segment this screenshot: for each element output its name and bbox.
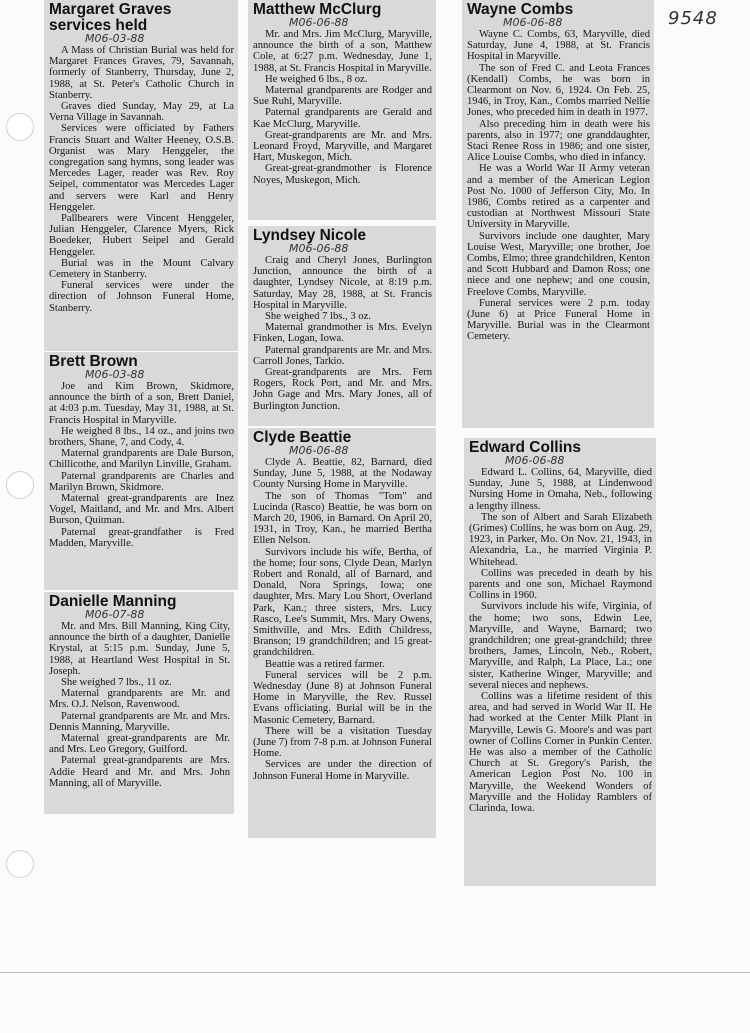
clipping-heading: Lyndsey Nicole <box>253 227 367 244</box>
binder-hole <box>6 850 34 878</box>
date-stamp: M06-03-88 <box>85 32 145 45</box>
clipping-paragraph: He weighed 8 lbs., 14 oz., and joins two brothers, Shane, 7, and Cody, 4. <box>49 425 234 449</box>
clipping-paragraph: Great-great-grandmother is Florence Noyes, Muskegon, Mich. <box>253 163 432 186</box>
clipping-paragraph: Great-grandparents are Mrs. Fern Rogers, Rock Port, and Mr. and Mrs. John Gage and Mrs. Mary Jones, all of Burlington Junction. <box>253 367 432 412</box>
clipping-paragraph: Wayne C. Combs, 63, Maryville, died Saturday, June 4, 1988, at St. Francis Hospital in Maryville. <box>467 29 650 63</box>
binder-hole <box>6 113 34 141</box>
clipping-paragraph: She weighed 7 lbs., 11 oz. <box>61 677 172 689</box>
clipping-edward-collins <box>464 438 656 886</box>
clipping-lyndsey-nicole <box>248 226 436 426</box>
binder-hole <box>6 471 34 499</box>
clipping-paragraph: Pallbearers were Vincent Henggeler, Julian Henggeler, Clarence Myers, Rick Boedeker, Hubert Seipel and Gerald Henggeler. <box>49 213 234 258</box>
clipping-paragraph: Paternal great-grandfather is Fred Madden, Maryville. <box>49 526 234 549</box>
clipping-paragraph: Joe and Kim Brown, Skidmore, announce the birth of a son, Brett Daniel, at 4:03 p.m. Tuesday, May 31, 1988, at St. Francis Hospital in Maryville. <box>49 381 234 426</box>
clipping-paragraph: She weighed 7 lbs., 3 oz. <box>265 311 371 323</box>
clipping-heading: Wayne Combs <box>467 1 574 18</box>
clipping-paragraph: Funeral services were under the direction of Johnson Funeral Home, Stanberry. <box>49 280 234 314</box>
clipping-paragraph: Clyde A. Beattie, 82, Barnard, died Sunday, June 5, 1988, at the Nodaway County Nursing Home in Maryville. <box>253 457 432 491</box>
clipping-paragraph: Services are under the direction of Johnson Funeral Home in Maryville. <box>253 759 432 782</box>
clipping-paragraph: The son of Fred C. and Leota Frances (Kendall) Combs, he was born in Clearmont on Nov. 6, 1924. On Feb. 25, 1946, in Troy, Kan., Combs married Nellie Jones, who preceded him in death in 1977. <box>467 62 650 119</box>
clipping-paragraph: Survivors include his wife, Bertha, of the home; four sons, Clyde Dean, Marlyn Robert and Ronald, all of Barnard, and Donald, Nora Springs, Iowa; one daughter, Mrs. Mary Lou Short, Overland Park, Kan.; three sisters, Mrs. Lucy Rasco, Lee's Summit, Mrs. Mary Owens, Smithville, and Mrs. Edith Childress, Branson; 19 grandchildren; and 15 great-grandchildren. <box>253 546 432 659</box>
clipping-heading: Brett Brown <box>49 353 138 370</box>
clipping-paragraph: Paternal grandparents are Mr. and Mrs. Carroll Jones, Tarkio. <box>253 344 432 367</box>
clipping-paragraph: Graves died Sunday, May 29, at La Verna Village in Savannah. <box>49 101 234 124</box>
clipping-paragraph: He weighed 6 lbs., 8 oz. <box>265 73 368 85</box>
clipping-paragraph: Maternal grandmother is Mrs. Evelyn Finken, Logan, Iowa. <box>253 322 432 345</box>
clipping-clyde-beattie <box>248 428 436 838</box>
clipping-paragraph: Mr. and Mrs. Jim McClurg, Maryville, announce the birth of a son, Matthew Cole, at 6:27 p.m. Wednesday, June 1, 1988, at St. Francis Hospital in Maryville. <box>253 29 432 74</box>
clipping-paragraph: Craig and Cheryl Jones, Burlington Junction, announce the birth of a daughter, Lyndsey Nicole, at 8:19 p.m. Saturday, May 28, 1988, at St. Francis Hospital in Maryville. <box>253 255 432 311</box>
clipping-heading: Edward Collins <box>469 439 581 456</box>
clipping-paragraph: Paternal grandparents are Mr. and Mrs. Dennis Manning, Maryville. <box>49 710 230 733</box>
clipping-heading: Margaret Graves services held <box>49 1 172 34</box>
clipping-paragraph: Beattie was a retired farmer. <box>265 658 385 670</box>
clipping-paragraph: Burial was in the Mount Calvary Cemetery in Stanberry. <box>49 257 234 281</box>
clipping-paragraph: Maternal grandparents are Mr. and Mrs. O.J. Nelson, Ravenwood. <box>49 688 230 711</box>
clipping-paragraph: Survivors include his wife, Virginia, of the home; two sons, Edwin Lee, Maryville, and Wayne, Barnard; two grandchildren; one great-grandchild; three brothers, James, Lincoln, Neb., Robert, Maryville, and Ralph, La Place, La.; one sister, Katherine Winger, Maryville; and several nieces and nephews. <box>469 601 652 691</box>
clipping-paragraph: Maternal grandparents are Dale Burson, Chillicothe, and Marilyn Linville, Graham. <box>49 448 234 471</box>
clipping-paragraph: Maternal great-grandparents are Inez Vogel, Maitland, and Mr. and Mrs. Albert Burson, Quitman. <box>49 493 234 527</box>
clipping-paragraph: Maternal grandparents are Rodger and Sue Ruhl, Maryville. <box>253 85 432 108</box>
clipping-danielle-manning <box>44 592 234 814</box>
clipping-paragraph: A Mass of Christian Burial was held for Margaret Frances Graves, 79, Savannah, formerly of Stanberry, Thursday, June 2, 1988, at St. Peter's Catholic Church in Stanberry. <box>49 45 234 101</box>
clipping-heading: Danielle Manning <box>49 593 177 610</box>
clipping-paragraph: Services were officiated by Fathers Francis Stuart and Walter Heeney, O.S.B. Organist was Mary Henggeler, the congregation sang hymns, song leader was Mercedes Lager, reader was Rev. Roy Seipel, commentator was Mercedes Lager and servers were Karl and Henry Henggeler. <box>49 123 234 213</box>
clipping-heading: Matthew McClurg <box>253 1 382 18</box>
clipping-paragraph: Paternal great-grandparents are Mrs. Addie Heard and Mr. and Mrs. John Manning, all of Maryville. <box>49 755 230 789</box>
clipping-paragraph: Collins was a lifetime resident of this area, and had served in World War II. He had worked at the Center Milk Plant in Maryville, Lewis G. Moore's and was part owner of Collins Corner in Punkin Center. He was also a member of the Catholic Church at St. Gregory's Parish, the American Legion Post No. 100 in Maryville, the Weekend Wonders of Maryville and the Holiday Ramblers of Clarinda, Iowa. <box>469 691 652 815</box>
date-stamp: M06-07-88 <box>85 608 145 621</box>
page-reference-number: 9548 <box>668 8 718 29</box>
clipping-paragraph: The son of Albert and Sarah Elizabeth (Grimes) Collins, he was born on Aug. 29, 1923, in Parker, Mo. On Nov. 21, 1943, in Alexandria, La., he married Virginia P. Whitehead. <box>469 511 652 568</box>
clipping-paragraph: The son of Thomas "Tom" and Lucinda (Rasco) Beattie, he was born on March 20, 1906, in Barnard. On April 20, 1931, in Troy, Kan., he married Bertha Ellen Nelson. <box>253 490 432 547</box>
clipping-paragraph: Paternal grandparents are Gerald and Kae McClurg, Maryville. <box>253 107 432 130</box>
date-stamp: M06-06-88 <box>289 444 349 457</box>
clipping-wayne-combs <box>462 0 654 428</box>
clipping-margaret-graves <box>44 0 238 351</box>
clipping-paragraph: There will be a visitation Tuesday (June 7) from 7-8 p.m. at Johnson Funeral Home. <box>253 725 432 760</box>
date-stamp: M06-03-88 <box>85 368 145 381</box>
clipping-paragraph: Survivors include one daughter, Mary Louise West, Maryville; one brother, Joe Combs, Elmo; three grandchildren, Kenton and Scott Hubbard and Damon Ross; one niece and one nephew; and one cousin, Freelove Combs, Maryville. <box>467 230 650 298</box>
clipping-paragraph: Maternal great-grandparents are Mr. and Mrs. Leo Gregory, Guilford. <box>49 733 230 756</box>
clipping-paragraph: Funeral services were 2 p.m. today (June 6) at Price Funeral Home in Maryville. Burial was in the Clearmont Cemetery. <box>467 297 650 343</box>
clipping-paragraph: He was a World War II Army veteran and a member of the American Legion Post No. 1000 of Jefferson City, Mo. In 1986, Combs retired as a carpenter and custodian at Northwest Missouri State University in Maryville. <box>467 163 650 231</box>
clipping-heading: Clyde Beattie <box>253 429 352 446</box>
date-stamp: M06-06-88 <box>505 454 565 467</box>
clipping-paragraph: Great-grandparents are Mr. and Mrs. Leonard Froyd, Maryville, and Margaret Hart, Muskegon, Mich. <box>253 129 432 164</box>
clipping-paragraph: Mr. and Mrs. Bill Manning, King City, announce the birth of a daughter, Danielle Krystal, at 5:15 p.m. Sunday, June 5, 1988, at Heartland West Hospital in St. Joseph. <box>49 621 230 677</box>
clipping-brett-brown <box>44 352 238 590</box>
clipping-paragraph: Collins was preceded in death by his parents and one son, Michael Raymond Collins in 1960. <box>469 567 652 602</box>
date-stamp: M06-06-88 <box>503 16 563 29</box>
clipping-paragraph: Edward L. Collins, 64, Maryville, died Sunday, June 5, 1988, at Lindenwood Nursing Home in Omaha, Neb., following a lengthy illness. <box>469 467 652 512</box>
clipping-matthew-mcclurg <box>248 0 436 220</box>
date-stamp: M06-06-88 <box>289 16 349 29</box>
clipping-paragraph: Paternal grandparents are Charles and Marilyn Brown, Skidmore. <box>49 470 234 493</box>
page-edge <box>0 972 750 973</box>
clipping-paragraph: Also preceding him in death were his parents, also in 1977; one granddaughter, Staci Renee Ross in 1986; and one sister, Alice Louise Combs, who died in infancy. <box>467 118 650 164</box>
clipping-paragraph: Funeral services will be 2 p.m. Wednesday (June 8) at Johnson Funeral Home in Maryville, the Rev. Russel Evans officiating. Burial will be in the Masonic Cemetery, Barnard. <box>253 669 432 726</box>
date-stamp: M06-06-88 <box>289 242 349 255</box>
